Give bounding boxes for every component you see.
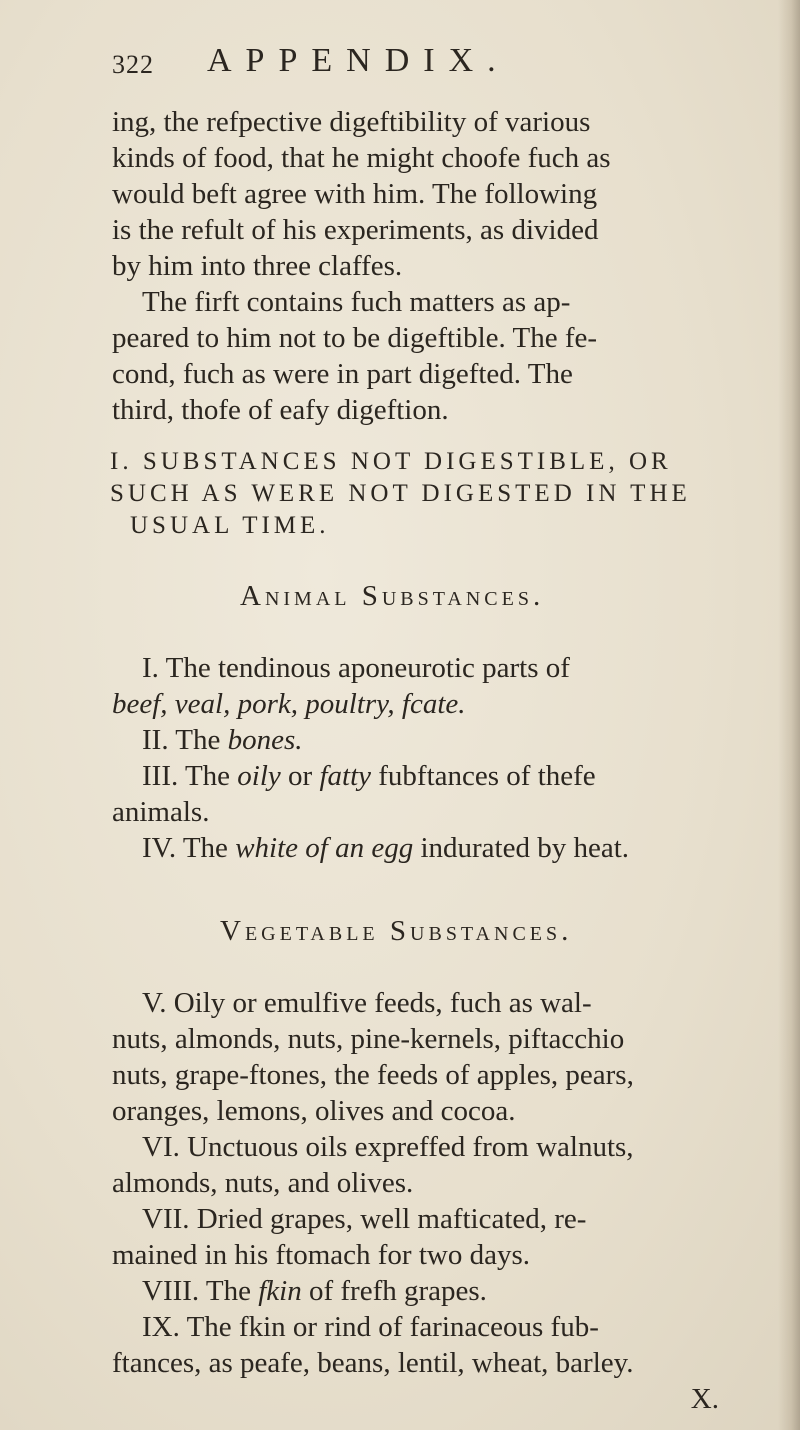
item-1-line: I. The tendinous aponeurotic parts of xyxy=(142,652,570,684)
text-line: peared to him not to be digeftible. The fe- xyxy=(112,322,598,354)
vegetable-substances-heading: Vegetable Substances. xyxy=(220,915,573,947)
animal-items xyxy=(112,650,737,866)
heading-line: USUAL TIME. xyxy=(130,512,330,539)
vegetable-items xyxy=(112,985,737,1417)
item-3-text-post: fubftances of thefe xyxy=(371,760,596,792)
intro-paragraph xyxy=(112,104,737,428)
text-line: cond, fuch as were in part digefted. The xyxy=(112,358,573,390)
animal-substances-heading: Animal Substances. xyxy=(240,580,545,612)
item-9-line: ftances, as peafe, beans, lentil, wheat, barley. xyxy=(112,1347,634,1379)
running-title: APPENDIX. xyxy=(207,42,510,79)
page-number: 322 xyxy=(112,50,154,79)
text-line: third, thofe of eafy digeftion. xyxy=(112,394,449,426)
class-heading xyxy=(110,446,740,542)
item-3-text-or: or xyxy=(280,760,320,792)
page-edge-shadow xyxy=(778,0,800,1430)
item-1-line xyxy=(112,686,737,722)
text-line: The firft contains fuch matters as ap- xyxy=(142,286,571,318)
heading-line: I. SUBSTANCES NOT DIGESTIBLE, OR xyxy=(110,448,672,475)
item-8-text-post: of frefh grapes. xyxy=(301,1275,487,1307)
item-6-line: almonds, nuts, and olives. xyxy=(112,1167,414,1199)
item-4-italic: white of an egg xyxy=(235,832,414,864)
item-4-text-post: indurated by heat. xyxy=(413,832,630,864)
item-3-line2: animals. xyxy=(112,796,210,828)
text-line: by him into three claffes. xyxy=(112,250,403,282)
item-7-line: VII. Dried grapes, well mafticated, re- xyxy=(142,1203,587,1235)
heading-line: SUCH AS WERE NOT DIGESTED IN THE xyxy=(110,480,691,507)
item-4-text: IV. The xyxy=(142,832,236,864)
item-8-italic: fkin xyxy=(258,1275,302,1307)
text-line: kinds of food, that he might choofe fuch as xyxy=(112,142,611,174)
item-5-line: nuts, grape-ftones, the feeds of apples, pears, xyxy=(112,1059,634,1091)
item-1-italic: beef, veal, pork, poultry, fcate. xyxy=(112,688,466,720)
text-line: ing, the refpective digeftibility of various xyxy=(112,106,591,138)
item-6-line: VI. Unctuous oils expreffed from walnuts, xyxy=(142,1131,634,1163)
item-5-line: V. Oily or emulfive feeds, fuch as wal- xyxy=(142,987,592,1019)
item-3-text: III. The xyxy=(142,760,238,792)
item-3-italic-oily: oily xyxy=(237,760,281,792)
text-line: is the refult of his experiments, as divided xyxy=(112,214,599,246)
item-8-text: VIII. The xyxy=(142,1275,259,1307)
item-2-text: II. The xyxy=(142,724,228,756)
item-5-line: oranges, lemons, olives and cocoa. xyxy=(112,1095,516,1127)
item-3 xyxy=(112,758,737,794)
catchword: X. xyxy=(690,1383,719,1415)
item-4 xyxy=(112,830,737,866)
item-5-line: nuts, almonds, nuts, pine-kernels, piftacchio xyxy=(112,1023,625,1055)
item-8 xyxy=(112,1273,737,1309)
item-2-italic: bones. xyxy=(227,724,303,756)
item-9-line: IX. The fkin or rind of farinaceous fub- xyxy=(142,1311,599,1343)
text-line: would beft agree with him. The following xyxy=(112,178,598,210)
item-3-italic-fatty: fatty xyxy=(319,760,372,792)
running-head xyxy=(112,40,712,90)
item-2 xyxy=(112,722,737,758)
item-7-line: mained in his ftomach for two days. xyxy=(112,1239,530,1271)
